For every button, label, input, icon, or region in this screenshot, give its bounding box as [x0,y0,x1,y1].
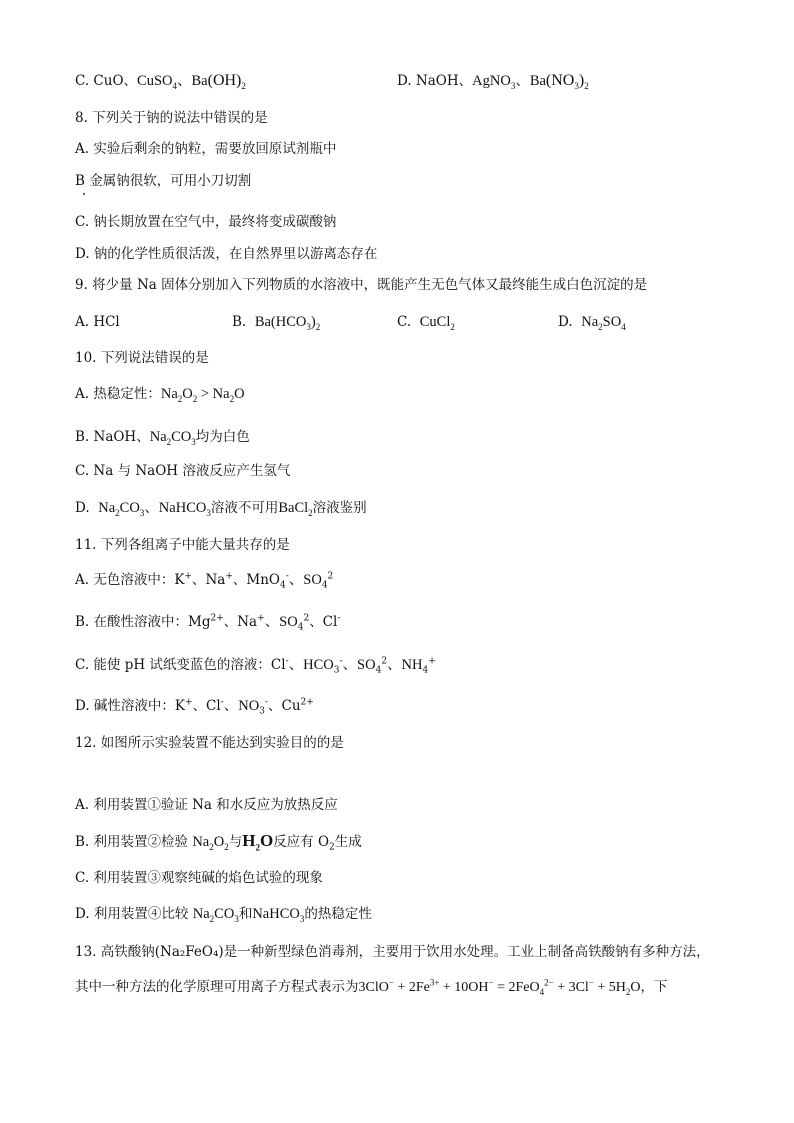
q9-c-prefix: C. [397,314,412,330]
q11-c-prefix: C. 能使 pH 试纸变蓝色的溶液：Cl [75,657,286,673]
q11-option-c [75,656,436,674]
q11-d-prefix: D. 碱性溶液中：K [75,698,186,714]
q12-b-s1: 2 [209,841,214,852]
q9-d-sub: 2 [598,321,603,332]
q10-option-d [75,499,367,517]
q10-d-prefix: D. [75,500,90,516]
q11-a-s1: 4 [279,580,286,591]
q10-option-b [75,428,250,446]
q10-a-prefix: A. 热稳定性： [75,386,161,402]
q13-line2-end: ，下 [640,979,668,995]
q10-b-s2: 3 [191,436,196,447]
q11-a-t1: 、Na [191,572,226,588]
q13-eq7: O [630,980,641,995]
q11-a-p1: + [184,571,192,582]
q9-stem: 9. 将少量 Na 固体分别加入下列物质的水溶液中，既能产生无色气体又最终能生成白色沉淀的是 [75,277,648,293]
stray-dot [83,193,85,195]
q10-d-end: 溶液鉴别 [312,500,367,516]
q11-a-prefix: A. 无色溶液中：K [75,572,185,588]
q12-b-s3: 2 [255,842,260,853]
q10-d-s3: 3 [206,507,211,518]
q12-d-prefix: D. 利用装置④比较 [75,906,189,922]
q11-d-p1: + [185,697,193,708]
q10-option-c: C. Na 与 NaOH 溶液反应产生氢气 [75,463,291,479]
q9-d-formula: Na [581,314,599,330]
q7-d-prefix: D. NaOH、 [397,73,473,89]
q7-d-formula2: Ba [529,73,546,89]
q7-c-sub1: 4 [172,80,177,91]
q12-b-f3: H [242,831,256,850]
q9-b-sub: 3 [306,321,311,332]
q12-d-f1: Na [192,906,210,922]
q11-b-p3: 2 [303,613,310,624]
q11-b-t3: 、Cl [309,614,338,630]
q10-d-mid: 、NaHCO [144,500,207,516]
q12-d-f3: NaHCO [252,906,300,922]
q11-d-p4: 2+ [300,697,314,708]
q11-stem: 11. 下列各组离子中能大量共存的是 [75,537,290,553]
q7-d-formula2b: (NO [545,72,575,89]
q13-eq4: = 2FeO [493,980,540,995]
q11-b-t2: 、SO [264,614,298,630]
q10-b-end: 均为白色 [195,429,250,445]
q11-d-p2: - [220,697,224,708]
q11-a-p2: + [225,571,233,582]
q10-b-s1: 2 [166,436,172,447]
q9-b-prefix: B. [232,314,247,330]
q11-d-t3: 、Cu [268,698,301,714]
q9-option-b [232,313,320,331]
q11-c-p2: - [339,656,343,667]
q10-b-f1: Na [149,429,167,445]
q11-b-prefix: B. 在酸性溶液中：Mg [75,614,211,630]
q11-a-p4: 2 [327,571,334,582]
q13-eq3: + 10OH [439,980,489,995]
q9-c-formula: CuCl [419,314,451,330]
q12-d-s1: 2 [209,913,215,924]
q7-c-prefix: C. CuO、 [75,73,138,89]
q11-c-s3: 4 [422,665,429,676]
q11-a-t3: 、SO [288,572,322,588]
q9-option-c [397,313,455,331]
q11-c-s2: 4 [375,665,382,676]
q11-c-t3: 、NH [387,657,423,673]
q13-eq6: + 5H [593,980,626,995]
q11-a-p3: - [285,571,289,582]
q8-stem: 8. 下列关于钠的说法中错误的是 [75,110,268,126]
q12-b-t2: 反应有 O [273,834,330,850]
q8-option-c: C. 钠长期放置在空气中，最终将变成碳酸钠 [75,214,337,230]
q8-option-a: A. 实验后剩余的钠粒，需要放回原试剂瓶中 [75,141,337,157]
q9-option-d [558,313,626,331]
q9-d-prefix: D. [558,314,573,330]
q9-d-formula2: SO [602,314,622,330]
q9-option-a: A. HCl [75,314,120,330]
q10-option-a [75,385,245,403]
q7-option-d [397,72,589,90]
q10-a-s3: 2 [229,393,235,404]
q9-b-paren: ) [310,314,316,330]
q10-a-s1: 2 [177,393,183,404]
q13-eq4s: 4 [539,986,545,997]
q13-eq2p: 3+ [429,977,440,988]
q7-d-sub1: 3 [510,80,516,91]
q11-a-s2: 4 [321,580,328,591]
q10-d-s1: 2 [115,507,120,518]
q9-d-sub2: 4 [621,321,626,332]
q9-b-formula: Ba(HCO [254,314,307,330]
q7-c-formula2b: (OH) [207,72,242,89]
q12-b-prefix: B. 利用装置②检验 [75,834,189,850]
q13-eq1: 3ClO [358,980,389,995]
q7-d-paren: ) [578,72,585,89]
q10-b-prefix: B. NaOH、 [75,429,150,445]
q11-c-t1: 、HCO [288,657,334,673]
q13-eq5: + 3Cl [553,980,589,995]
q12-b-s4: 2 [329,842,335,853]
q11-d-p3: - [264,697,268,708]
q10-b-f2: CO [171,429,192,445]
q12-b-f2: O [213,834,225,850]
q11-b-p1: 2+ [210,613,224,624]
q12-b-t: 与 [228,834,243,850]
q10-d-s2: 3 [139,507,145,518]
q11-b-p4: - [337,613,341,624]
q11-option-b [75,613,340,631]
q7-c-sub2: 2 [241,80,246,91]
q8-option-b: B 金属钠很软，可用小刀切割 [75,173,252,189]
q13-eq1p: − [388,977,394,988]
q10-stem: 10. 下列说法错误的是 [75,350,209,366]
q7-c-sep: 、 [177,73,192,89]
q10-a-gt: > Na [197,386,230,402]
q7-option-c [75,72,246,90]
q10-a-f3: O [234,386,245,402]
q11-c-p4: + [428,656,436,667]
q13-line1: 13. 高铁酸钠(Na₂FeO₄)是一种新型绿色消毒剂，主要用于饮用水处理。工业上制备高铁酸钠有多种方法， [75,944,710,960]
q7-c-formula1: CuSO [137,73,173,89]
q11-b-p2: + [257,613,265,624]
q9-b-sub2: 2 [315,321,321,332]
q12-d-s2: 3 [234,913,239,924]
q11-d-s1: 3 [259,706,265,717]
q10-a-f1: Na [160,386,178,402]
q12-option-b [75,832,362,851]
q7-d-sep: 、 [515,73,530,89]
q9-c-sub: 2 [450,321,455,332]
q11-option-a [75,571,333,589]
q11-a-t2: 、MnO [232,572,280,588]
q7-d-sub2: 3 [574,80,579,91]
q12-b-f1: Na [192,834,210,850]
q10-d-f3: BaCl [278,500,309,516]
q11-c-p1: - [285,656,289,667]
q13-line2 [75,978,668,997]
q12-b-end: 生成 [334,834,362,850]
q7-c-formula2: Ba [191,73,208,89]
q13-eq2: + 2Fe [393,980,430,995]
q7-d-sub3: 2 [584,80,589,91]
q8-option-d: D. 钠的化学性质很活泼，在自然界里以游离态存在 [75,246,378,262]
q11-c-p3: 2 [381,656,388,667]
q12-stem: 12. 如图所示实验装置不能达到实验目的的是 [75,735,344,751]
q11-d-t2: 、NO [223,698,260,714]
q12-option-a: A. 利用装置①验证 Na 和水反应为放热反应 [75,797,338,813]
q13-eq4p: 2− [544,977,554,988]
q11-c-s1: 3 [333,665,340,676]
q12-d-t: 和 [238,906,253,922]
q12-option-d [75,905,372,923]
q12-b-f4: O [259,831,274,850]
q11-c-t2: 、SO [342,657,376,673]
q10-d-f1: Na [98,500,116,516]
q13-eq6s: 2 [625,986,631,997]
q7-d-formula1: AgNO [472,73,511,89]
q12-d-f2: CO [214,906,235,922]
q12-d-s3: 3 [299,913,305,924]
q11-option-d [75,697,314,715]
q10-d-s4: 2 [308,507,313,518]
q13-line2-prefix: 其中一种方法的化学原理可用离子方程式表示为 [75,979,359,995]
q12-b-s2: 2 [224,841,229,852]
q12-option-c: C. 利用装置③观察纯碱的焰色试验的现象 [75,870,323,886]
q11-b-s1: 4 [297,622,304,633]
q13-eq3p: − [488,977,494,988]
q12-d-end: 的热稳定性 [304,906,372,922]
q11-d-t1: 、Cl [192,698,221,714]
q10-a-f2: O [182,386,193,402]
q10-a-s2: 2 [192,393,198,404]
q10-d-txt: 溶液不可用 [210,500,279,516]
q13-eq5p: − [588,977,594,988]
q10-d-f2: CO [119,500,140,516]
q11-b-t1: 、Na [223,614,258,630]
